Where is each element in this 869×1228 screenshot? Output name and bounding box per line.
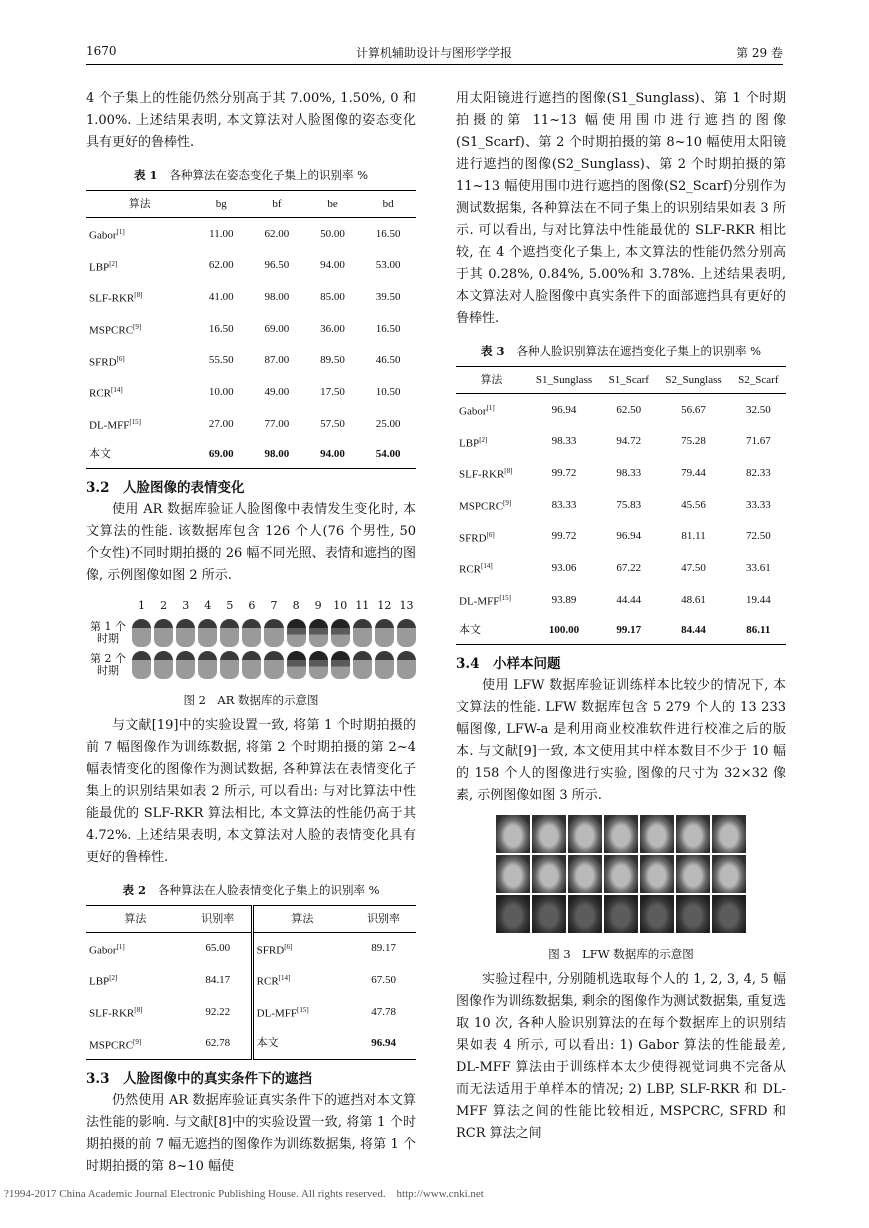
table-cell: LBP[2] — [89, 259, 118, 274]
table-cell: 71.67 — [745, 435, 771, 448]
table-cell: 94.72 — [616, 435, 642, 448]
section-3-3-paragraph: 仍然使用 AR 数据库验证真实条件下的遮挡对本文算法性能的影响. 与文献[8]中的实验设置一致, 将第 1 个时期拍摄的前 7 幅无遮挡的图像作为训练数据集, 将第 1 个时期拍摄的第 8~10 幅使 — [86, 1093, 416, 1175]
table-cell: 84.44 — [656, 616, 730, 645]
lfw-face-image — [496, 855, 530, 893]
table-cell: MSPCRC[9] — [89, 322, 142, 337]
table-cell: 47.50 — [681, 562, 706, 575]
table-cell: 99.72 — [551, 467, 577, 480]
table-cell: Gabor[1] — [459, 404, 495, 418]
face-image — [242, 651, 261, 679]
section-3-2-paragraph: 使用 AR 数据库验证人脸图像中表情发生变化时, 本文算法的性能. 该数据库包含 126 个人(76 个男性, 50 个女性)不同时期拍摄的 26 幅不同光照、表情和遮挡的图像, 示例图像如图 2 所示. — [86, 501, 416, 583]
figure-2-row1 — [132, 619, 416, 647]
table-cell: 47.78 — [371, 1005, 396, 1018]
table-cell: 27.00 — [208, 417, 234, 430]
right-paragraph-1: 用太阳镜进行遮挡的图像(S1_Sunglass)、第 1 个时期拍摄的第 11~13 幅使用围巾进行遮挡的图像(S1_Scarf)、第 2 个时期拍摄的第 8~10 幅使用太阳镜进行遮挡的图像(S2_Sunglass)、第 2 个时期拍摄的第 11~13 幅使用围巾进行遮挡的图像(S2_Scarf)分别作为测试数据集, 各种算法在不同子集上的识别结果如表 3 所示. 可以看出, 与对比算法中性能最优的 SLF-RKR 相比较, 在 4 个遮挡变化子集上, 本文算法的性能仍然分别高于其 0.28%, 0.84%, 5.00%和 3.78%. 上述结果表明, 本文算法对人脸图像中真实条件下的面部遮挡具有更好的鲁棒性. — [456, 91, 786, 326]
table-cell: 56.67 — [681, 403, 706, 416]
table-cell: 72.50 — [745, 530, 771, 543]
lfw-face-image — [676, 895, 710, 933]
table-cell: 10.50 — [375, 386, 401, 399]
table-header-cell: bd — [360, 191, 416, 218]
face-image — [331, 651, 350, 679]
table-cell: 84.17 — [205, 974, 231, 987]
table-row — [86, 964, 416, 996]
table-cell: SFRD[6] — [89, 354, 125, 369]
lfw-face-image — [532, 855, 566, 893]
table-row — [456, 616, 786, 645]
figure-3-caption: 图 3 LFW 数据库的示意图 — [548, 946, 694, 961]
intro-paragraph: 4 个子集上的性能仍然分别高于其 7.00%, 1.50%, 0 和 1.00%. 上述结果表明, 本文算法对人脸图像的姿态变化具有更好的鲁棒性. — [86, 91, 416, 150]
table-header-cell: S1_Scarf — [601, 367, 656, 394]
face-image — [242, 619, 261, 647]
figure-2-numbers — [132, 595, 416, 617]
table-cell: 11.00 — [209, 227, 234, 240]
table-cell: 98.33 — [616, 467, 642, 480]
table-row — [86, 440, 416, 469]
table-cell: 81.11 — [681, 530, 706, 543]
table-row — [86, 376, 416, 408]
table-cell: 96.50 — [264, 259, 290, 272]
table-header-cell: 算法 — [86, 191, 193, 218]
figure-2-number: 1 — [138, 598, 146, 612]
table-cell: LBP[2] — [89, 974, 118, 988]
table-cell: 49.00 — [264, 386, 290, 399]
face-image — [264, 619, 283, 647]
copyright-footer: ?1994-2017 China Academic Journal Electronic Publishing House. All rights reserved. http://www.cnki.net — [4, 1188, 484, 1200]
table-cell: 67.50 — [371, 974, 396, 987]
table1 — [86, 190, 416, 469]
figure-2-row1-label: 第 1 个时期 — [90, 619, 126, 645]
table-cell: 54.00 — [360, 440, 416, 469]
table-cell: DL-MFF[15] — [459, 593, 512, 608]
lfw-face-image — [676, 855, 710, 893]
face-image — [375, 651, 394, 679]
figure-2-number: 3 — [182, 598, 190, 612]
table-cell: 41.00 — [208, 291, 234, 304]
figure-2-number: 2 — [160, 598, 168, 612]
table-row — [456, 426, 786, 458]
figure-2-number: 6 — [248, 598, 256, 612]
table-cell: SLF-RKR[8] — [459, 467, 513, 481]
table-cell: 92.22 — [205, 1005, 231, 1018]
lfw-face-image — [532, 895, 566, 933]
table-cell: 89.17 — [371, 942, 396, 955]
lfw-face-image — [640, 855, 674, 893]
table-cell: 36.00 — [320, 322, 345, 335]
lfw-face-image — [712, 895, 746, 933]
table-header-cell: 算法 — [456, 367, 527, 394]
table-cell: 93.89 — [551, 593, 577, 606]
figure-2-row2 — [132, 651, 416, 679]
table-row — [456, 521, 786, 553]
table-cell: RCR[14] — [252, 964, 351, 996]
table-header-cell: 算法 — [86, 905, 185, 932]
face-image — [132, 651, 151, 679]
table-cell: 39.50 — [375, 291, 401, 304]
lfw-face-image — [676, 815, 710, 853]
table3-caption: 表 3 各种人脸识别算法在遮挡变化子集上的识别率 % — [480, 344, 762, 358]
face-image — [353, 651, 372, 679]
right-column — [456, 88, 786, 1145]
table-cell: SFRD[6] — [252, 932, 351, 964]
table-cell: 本文 — [456, 616, 527, 645]
table-row — [86, 218, 416, 250]
table-cell: 89.50 — [320, 354, 345, 367]
lfw-face-image — [568, 855, 602, 893]
table-cell: 17.50 — [320, 386, 345, 399]
section-3-3-title: 3.3 人脸图像中的真实条件下的遮挡 — [86, 1071, 312, 1088]
table-cell: SLF-RKR[8] — [89, 291, 143, 305]
table-cell: 25.00 — [375, 417, 401, 430]
table-row — [86, 250, 416, 282]
table-row — [86, 1028, 416, 1060]
lfw-face-image — [712, 855, 746, 893]
table-header-cell: S2_Sunglass — [656, 367, 730, 394]
face-image — [198, 651, 217, 679]
table-cell: 62.00 — [208, 259, 234, 272]
table-cell: 98.00 — [264, 291, 290, 304]
table-row — [456, 457, 786, 489]
table-cell: 50.00 — [320, 227, 345, 240]
table-header-cell: 识别率 — [351, 905, 416, 932]
table-cell: 10.00 — [208, 386, 234, 399]
section-3-4-paragraph: 使用 LFW 数据库验证训练样本比较少的情况下, 本文算法的性能. LFW 数据库包含 5 279 个人的 13 233 幅图像, LFW-a 是利用商业校准软件进行校准之后的版本. 与文献[9]一致, 本文使用其中样本数目不少于 10 幅的 158 个人的图像进行实验, 图像的尺寸为 32×32 像素, 示例图像如图 3 所示. — [456, 677, 786, 803]
lfw-face-image — [496, 895, 530, 933]
table-cell: RCR[14] — [459, 562, 493, 576]
table2 — [86, 905, 416, 1061]
lfw-face-image — [640, 815, 674, 853]
face-image — [176, 651, 195, 679]
table-header-row — [86, 905, 416, 932]
table-cell: 44.44 — [616, 593, 642, 606]
section-3-2-title: 3.2 人脸图像的表情变化 — [86, 479, 245, 496]
table-cell: 79.44 — [681, 467, 706, 480]
face-image — [287, 651, 306, 679]
table-header-cell: bf — [249, 191, 305, 218]
table-cell: 96.94 — [351, 1028, 416, 1060]
figure-2-row2-label: 第 2 个时期 — [90, 651, 126, 677]
lfw-face-image — [568, 815, 602, 853]
table-cell: 45.56 — [681, 498, 706, 511]
face-image — [198, 619, 217, 647]
face-image — [264, 651, 283, 679]
face-image — [331, 619, 350, 647]
table-header-cell: 识别率 — [185, 905, 252, 932]
page-header — [86, 42, 783, 65]
table-header-cell: 算法 — [252, 905, 351, 932]
section-3-4-title: 3.4 小样本问题 — [456, 655, 561, 672]
face-image — [287, 619, 306, 647]
table-cell: 94.00 — [305, 440, 361, 469]
table-row — [456, 552, 786, 584]
table-cell: 99.17 — [601, 616, 656, 645]
table-header-cell: S1_Sunglass — [527, 367, 601, 394]
table-cell: 62.50 — [616, 403, 642, 416]
figure-3-image-grid — [496, 815, 746, 933]
face-image — [397, 651, 416, 679]
table-cell: 46.50 — [375, 354, 401, 367]
table-cell: 62.78 — [185, 1028, 252, 1060]
table-cell: 32.50 — [745, 403, 771, 416]
face-image — [375, 619, 394, 647]
face-image — [353, 619, 372, 647]
table-cell: 55.50 — [208, 354, 234, 367]
table-cell: RCR[14] — [89, 386, 123, 400]
face-image — [309, 619, 328, 647]
table-header-cell: bg — [193, 191, 249, 218]
figure-2-number: 12 — [377, 598, 392, 612]
lfw-face-image — [640, 895, 674, 933]
table1-caption: 表 1 各种算法在姿态变化子集上的识别率 % — [133, 168, 369, 182]
lfw-face-image — [496, 815, 530, 853]
table-cell: 62.00 — [264, 227, 290, 240]
table-cell: Gabor[1] — [89, 942, 125, 957]
table-cell: 99.72 — [551, 530, 577, 543]
table-cell: 33.33 — [745, 498, 771, 511]
table-cell: 75.83 — [616, 498, 642, 511]
table-cell: Gabor[1] — [89, 228, 125, 242]
table-cell: 75.28 — [681, 435, 706, 448]
figure-2-number: 10 — [333, 598, 348, 612]
table3 — [456, 366, 786, 645]
table-cell: 57.50 — [320, 417, 345, 430]
lfw-face-image — [712, 815, 746, 853]
table-cell: 82.33 — [745, 467, 771, 480]
right-paragraph-3: 实验过程中, 分别随机选取每个人的 1, 2, 3, 4, 5 幅图像作为训练数据集, 剩余的图像作为测试数据集, 重复选取 10 次, 各种人脸识别算法的在每个数据库上的识别结果如表 4 所示, 可以看出: 1) Gabor 算法的性能最差, DL-MFF 算法由于训练样本太少使得视觉词典不完备从而无法适用于单样本的情况; 2) LBP, SLF-RKR 和 DL-MFF 算法之间的性能比较相近, MSPCRC, SFRD 和 RCR 算法之间 — [456, 971, 786, 1141]
table-cell: SLF-RKR[8] — [89, 1005, 143, 1020]
table-cell: 96.94 — [616, 530, 642, 543]
face-image — [176, 619, 195, 647]
table-row — [456, 584, 786, 616]
table-cell: 96.94 — [551, 403, 577, 416]
table-header-cell: S2_Scarf — [731, 367, 786, 394]
journal-title: 计算机辅助设计与图形学学报 — [356, 46, 513, 60]
table-row — [86, 313, 416, 345]
lfw-face-image — [604, 855, 638, 893]
table-cell: 93.06 — [551, 562, 577, 575]
lfw-face-image — [568, 895, 602, 933]
table-row — [86, 996, 416, 1028]
table-cell: 48.61 — [681, 593, 706, 606]
face-image — [397, 619, 416, 647]
table-cell: DL-MFF[15] — [252, 996, 351, 1028]
table-row — [86, 281, 416, 313]
table-cell: 67.22 — [616, 562, 642, 575]
table-cell: 69.00 — [193, 440, 249, 469]
table-header-row — [86, 191, 416, 218]
lfw-face-image — [604, 895, 638, 933]
table-cell: MSPCRC[9] — [86, 1028, 185, 1060]
figure-2-number: 5 — [226, 598, 234, 612]
table-header-row — [456, 367, 786, 394]
table-row — [456, 394, 786, 426]
table-row — [456, 489, 786, 521]
table-cell: 86.11 — [731, 616, 786, 645]
volume: 第 29 卷 — [736, 46, 783, 60]
table-cell: DL-MFF[15] — [89, 417, 142, 432]
page-number: 1670 — [86, 44, 117, 58]
table-row — [86, 345, 416, 377]
face-image — [132, 619, 151, 647]
figure-2 — [86, 595, 416, 711]
table-cell: 69.00 — [264, 322, 290, 335]
table-cell: 77.00 — [264, 417, 290, 430]
table-cell: 本文 — [252, 1028, 351, 1060]
table-cell: 94.00 — [320, 259, 345, 272]
lfw-face-image — [604, 815, 638, 853]
figure-2-number: 4 — [204, 598, 212, 612]
table-cell: 85.00 — [320, 291, 345, 304]
figure-2-number: 9 — [314, 598, 322, 612]
table-row — [86, 408, 416, 440]
table2-caption: 表 2 各种算法在人脸表情变化子集上的识别率 % — [122, 882, 380, 897]
table-header-cell: be — [305, 191, 361, 218]
figure-2-caption: 图 2 AR 数据库的示意图 — [183, 692, 319, 707]
face-image — [154, 651, 173, 679]
table-cell: 16.50 — [208, 322, 234, 335]
table-cell: 87.00 — [264, 354, 290, 367]
table-cell: LBP[2] — [459, 435, 488, 450]
table-cell: 83.33 — [551, 498, 577, 511]
face-image — [220, 619, 239, 647]
table-cell: 16.50 — [375, 227, 401, 240]
table-row — [86, 932, 416, 964]
figure-2-number: 7 — [270, 598, 278, 612]
figure-2-number: 11 — [355, 598, 370, 612]
left-column — [86, 88, 416, 1178]
table-cell: 98.33 — [551, 435, 577, 448]
face-image — [154, 619, 173, 647]
table-cell: SFRD[6] — [459, 530, 495, 545]
figure-2-number: 8 — [292, 598, 300, 612]
table-cell: 98.00 — [249, 440, 305, 469]
lfw-face-image — [532, 815, 566, 853]
figure-2-number: 13 — [399, 598, 414, 612]
face-image — [309, 651, 328, 679]
table-cell: MSPCRC[9] — [459, 498, 512, 513]
table-cell: 65.00 — [205, 942, 231, 955]
table-cell: 100.00 — [527, 616, 601, 645]
paragraph-2: 与文献[19]中的实验设置一致, 将第 1 个时期拍摄的前 7 幅图像作为训练数据, 将第 2 个时期拍摄的第 2~4 幅表情变化的图像作为测试数据, 各种算法在表情变化子集上的识别结果如表 2 所示, 可以看出: 与对比算法中性能最优的 SLF-RKR 算法相比, 本文算法的性能仍高于其 4.72%. 上述结果表明, 本文算法对人脸的表情变化具有更好的鲁棒性. — [86, 717, 416, 865]
table-cell: 19.44 — [745, 593, 771, 606]
face-image — [220, 651, 239, 679]
table-cell: 16.50 — [375, 322, 401, 335]
table-cell: 53.00 — [375, 259, 401, 272]
table-cell: 本文 — [86, 440, 193, 469]
table-cell: 33.61 — [745, 562, 771, 575]
